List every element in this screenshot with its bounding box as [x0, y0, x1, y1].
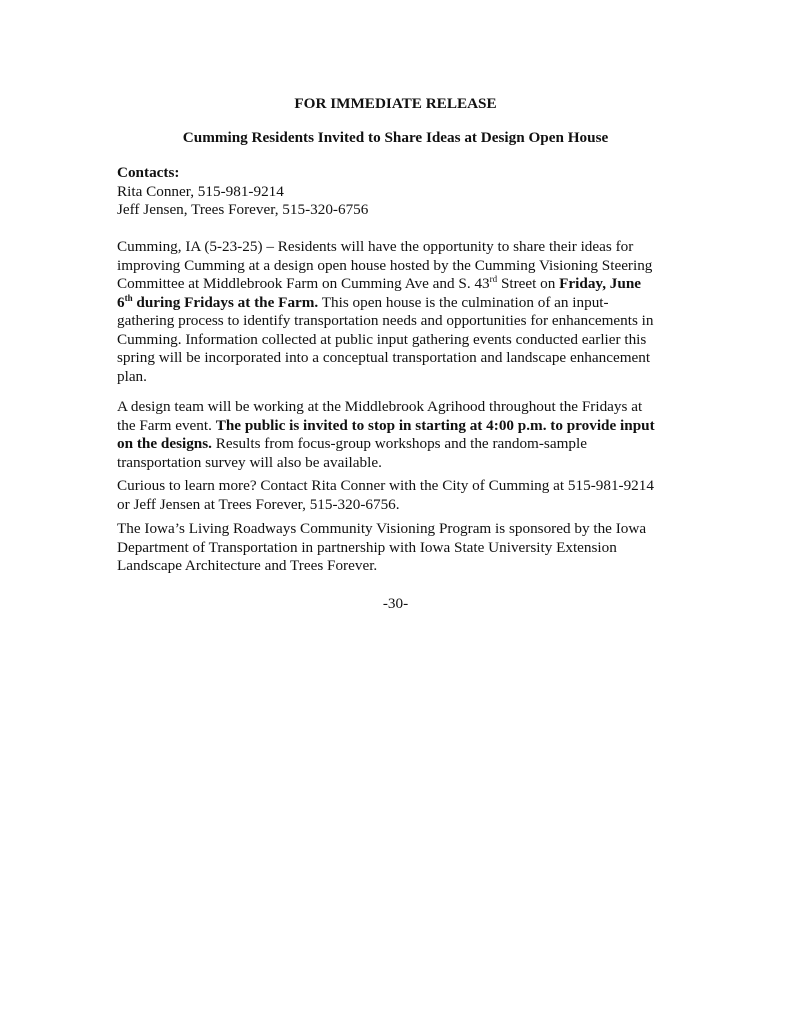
paragraph-design-team — [117, 398, 677, 472]
p1-line-5: gathering process to identify transportation needs and opportunities for enhancements in — [117, 312, 654, 329]
headline: Cumming Residents Invited to Share Ideas at Design Open House — [182, 129, 609, 146]
end-marker: -30- — [382, 595, 409, 612]
p2-line-1: A design team will be working at the Middlebrook Agrihood throughout the Fridays at — [117, 398, 643, 415]
p1-line-7: spring will be incorporated into a conceptual transportation and landscape enhancement — [117, 349, 651, 366]
event-name-bold: during Fridays at the Farm. — [132, 293, 319, 311]
contacts-section — [117, 164, 677, 220]
p4-line-2: Department of Transportation in partnership with Iowa State University Extension — [117, 538, 617, 556]
p2-line-2 — [117, 417, 677, 436]
public-invite-bold-end: on the designs. — [117, 435, 212, 452]
p2-line-4: transportation survey will also be available. — [117, 453, 382, 471]
p1-line-4-text: This open house is the culmination of an input- — [318, 293, 609, 311]
ordinal-rd: rd — [489, 274, 498, 284]
public-invite-bold: The public is invited to stop in starting at 4:00 p.m. to provide input — [215, 416, 655, 434]
paragraph-sponsor — [117, 520, 677, 576]
contact-entry-rita: Rita Conner, 515-981-9214 — [117, 182, 284, 200]
contact-entry-jeff: Jeff Jensen, Trees Forever, 515-320-6756 — [117, 201, 369, 218]
release-header: FOR IMMEDIATE RELEASE — [294, 95, 497, 112]
p1-line-3 — [117, 275, 677, 294]
p1-line-2: improving Cumming at a design open house hosted by the Cumming Visioning Steering — [117, 256, 653, 274]
event-date-bold: Friday, June — [559, 275, 642, 292]
ordinal-th: th — [124, 292, 133, 303]
p1-line-3-street: Street on — [497, 275, 560, 292]
p2-line-3 — [117, 435, 677, 454]
p4-line-3: Landscape Architecture and Trees Forever. — [117, 557, 378, 574]
p1-line-1: Cumming, IA (5-23-25) – Residents will have the opportunity to share their ideas for — [117, 238, 634, 255]
paragraph-contact-info — [117, 477, 677, 514]
p4-line-1: The Iowa’s Living Roadways Community Visioning Program is sponsored by the Iowa — [117, 520, 647, 537]
p1-line-4 — [117, 294, 677, 313]
p2-line-3-text: Results from focus-group workshops and the random-sample — [211, 435, 587, 452]
paragraph-announcement — [117, 238, 677, 386]
p1-line-6: Cumming. Information collected at public input gathering events conducted earlier this — [117, 330, 647, 348]
p1-line-3-text: Committee at Middlebrook Farm on Cumming Ave and S. 43 — [117, 275, 490, 292]
p3-line-2: or Jeff Jensen at Trees Forever, 515-320-6756. — [117, 495, 400, 513]
event-date-day: 6 — [117, 293, 125, 311]
p2-line-2-text: the Farm event. — [117, 416, 216, 434]
p3-line-1: Curious to learn more? Contact Rita Conner with the City of Cumming at 515-981-9214 — [117, 477, 654, 494]
contacts-label: Contacts: — [117, 164, 180, 181]
p1-line-8: plan. — [117, 367, 147, 385]
